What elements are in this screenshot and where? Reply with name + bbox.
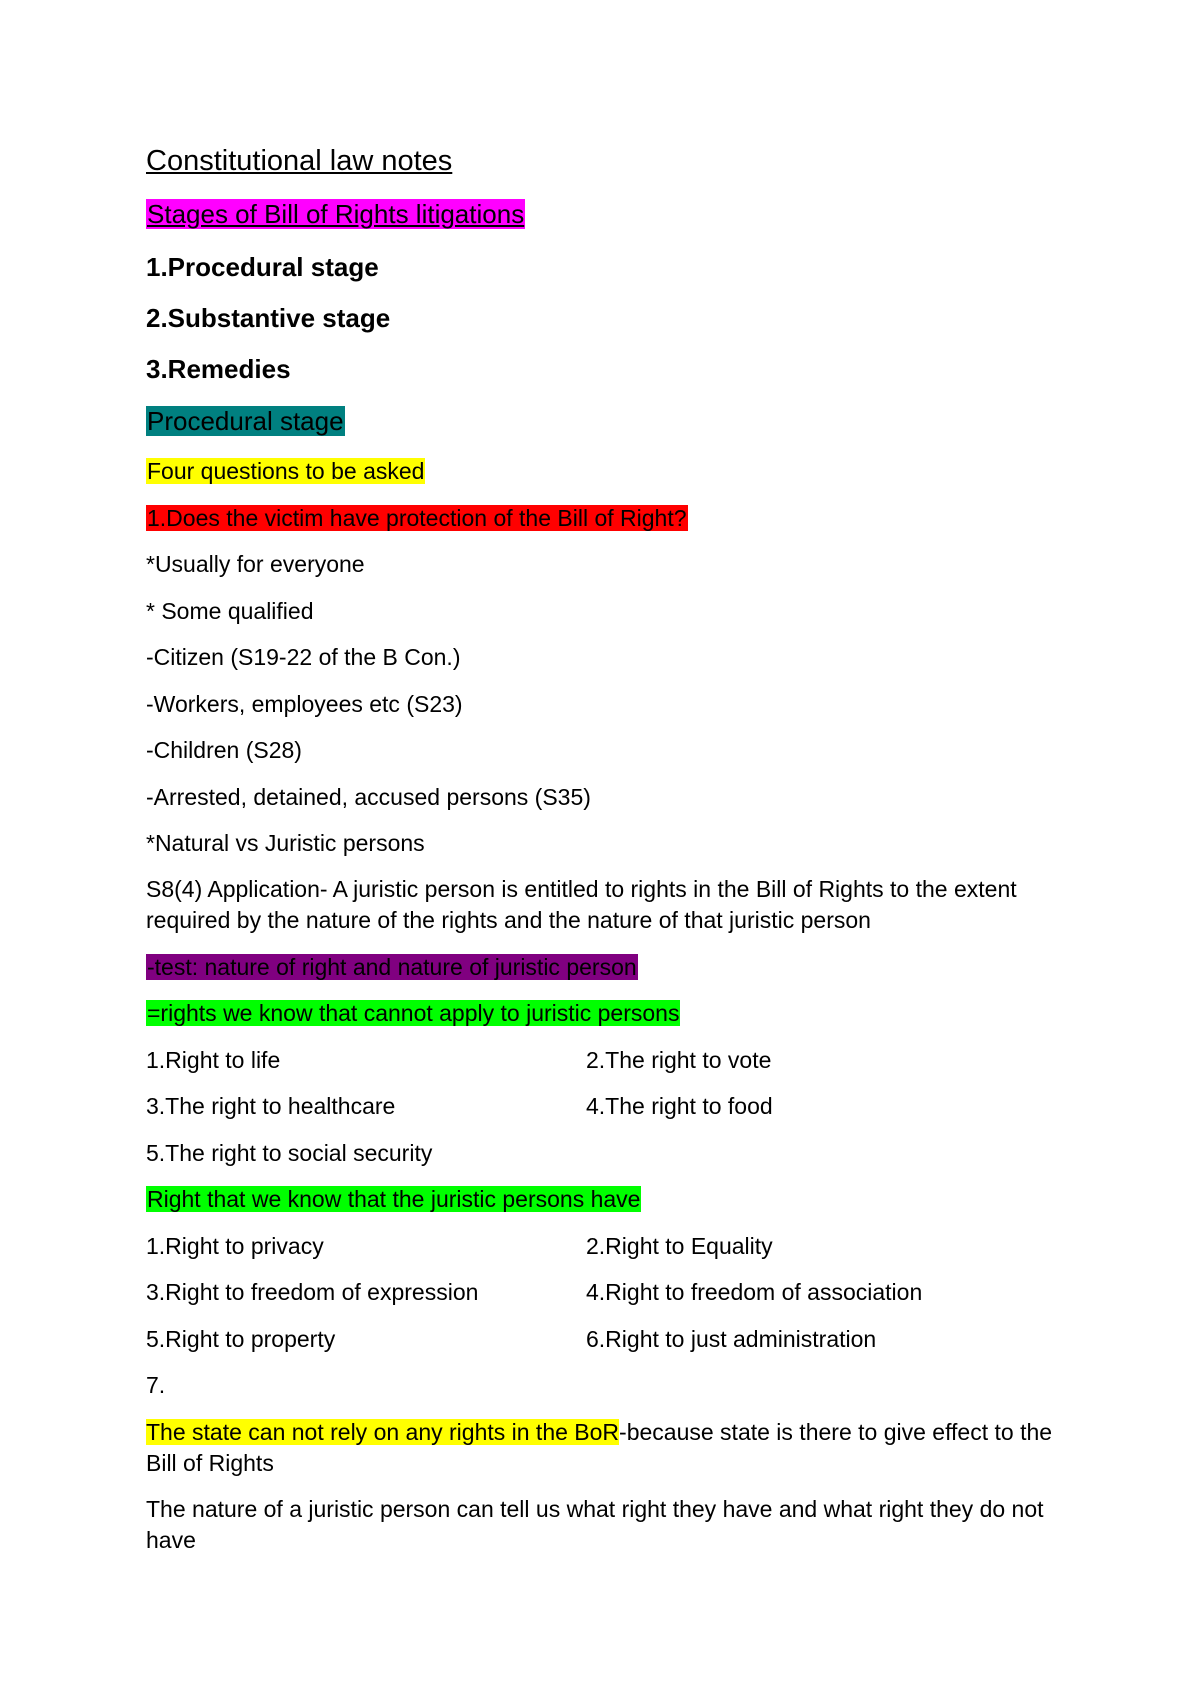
stage-item-substantive: 2.Substantive stage bbox=[146, 303, 391, 333]
stage-item-procedural: 1.Procedural stage bbox=[146, 252, 379, 282]
nature-paragraph: The nature of a juristic person can tell us what right they have and what right they do not have bbox=[146, 1496, 1044, 1553]
state-highlight-text: The state can not rely on any rights in the BoR bbox=[146, 1419, 620, 1445]
question-1-text: 1.Does the victim have protection of the Bill of Right? bbox=[147, 505, 687, 531]
procedural-heading bbox=[146, 406, 345, 437]
have-heading bbox=[146, 1184, 641, 1215]
cannot-apply-item-1: 1.Right to life bbox=[146, 1047, 281, 1073]
have-item-6: 6.Right to just administration bbox=[586, 1326, 877, 1352]
four-questions-text: Four questions to be asked bbox=[147, 458, 425, 484]
have-item-3: 3.Right to freedom of expression bbox=[146, 1279, 479, 1305]
bullet-citizen: -Citizen (S19-22 of the B Con.) bbox=[146, 644, 461, 670]
cannot-apply-item-5: 5.The right to social security bbox=[146, 1140, 433, 1166]
cannot-apply-heading-text: =rights we know that cannot apply to juristic persons bbox=[147, 1000, 680, 1026]
four-questions-line bbox=[146, 456, 425, 487]
test-line-text: -test: nature of right and nature of juristic person bbox=[147, 954, 637, 980]
stages-heading-text: Stages of Bill of Rights litigations bbox=[147, 199, 525, 229]
cannot-apply-item-2: 2.The right to vote bbox=[586, 1047, 772, 1073]
bullet-arrested: -Arrested, detained, accused persons (S35) bbox=[146, 784, 591, 810]
s8-4-paragraph: S8(4) Application- A juristic person is entitled to rights in the Bill of Rights to the extent required by the nature of the rights and the nature of that juristic person bbox=[146, 876, 1017, 933]
have-item-7: 7. bbox=[146, 1372, 166, 1398]
have-heading-text: Right that we know that the juristic persons have bbox=[147, 1186, 641, 1212]
stage-item-remedies: 3.Remedies bbox=[146, 354, 291, 384]
procedural-heading-text: Procedural stage bbox=[147, 406, 344, 436]
have-item-2: 2.Right to Equality bbox=[586, 1233, 773, 1259]
state-paragraph bbox=[146, 1417, 1066, 1479]
have-item-1: 1.Right to privacy bbox=[146, 1233, 324, 1259]
test-line bbox=[146, 952, 638, 983]
bullet-usually: *Usually for everyone bbox=[146, 551, 365, 577]
stages-heading bbox=[146, 199, 525, 230]
state-rest-text: -because state is there to give effect to the Bill of Rights bbox=[146, 1419, 1053, 1476]
document-title: Constitutional law notes bbox=[146, 145, 453, 177]
bullet-children: -Children (S28) bbox=[146, 737, 302, 763]
cannot-apply-item-3: 3.The right to healthcare bbox=[146, 1093, 396, 1119]
cannot-apply-item-4: 4.The right to food bbox=[586, 1093, 773, 1119]
bullet-natural-vs-juristic: *Natural vs Juristic persons bbox=[146, 830, 425, 856]
bullet-some-qualified: * Some qualified bbox=[146, 598, 314, 624]
cannot-apply-heading bbox=[146, 998, 680, 1029]
have-item-4: 4.Right to freedom of association bbox=[586, 1279, 923, 1305]
bullet-workers: -Workers, employees etc (S23) bbox=[146, 691, 463, 717]
have-item-5: 5.Right to property bbox=[146, 1326, 336, 1352]
question-1-line bbox=[146, 503, 688, 534]
